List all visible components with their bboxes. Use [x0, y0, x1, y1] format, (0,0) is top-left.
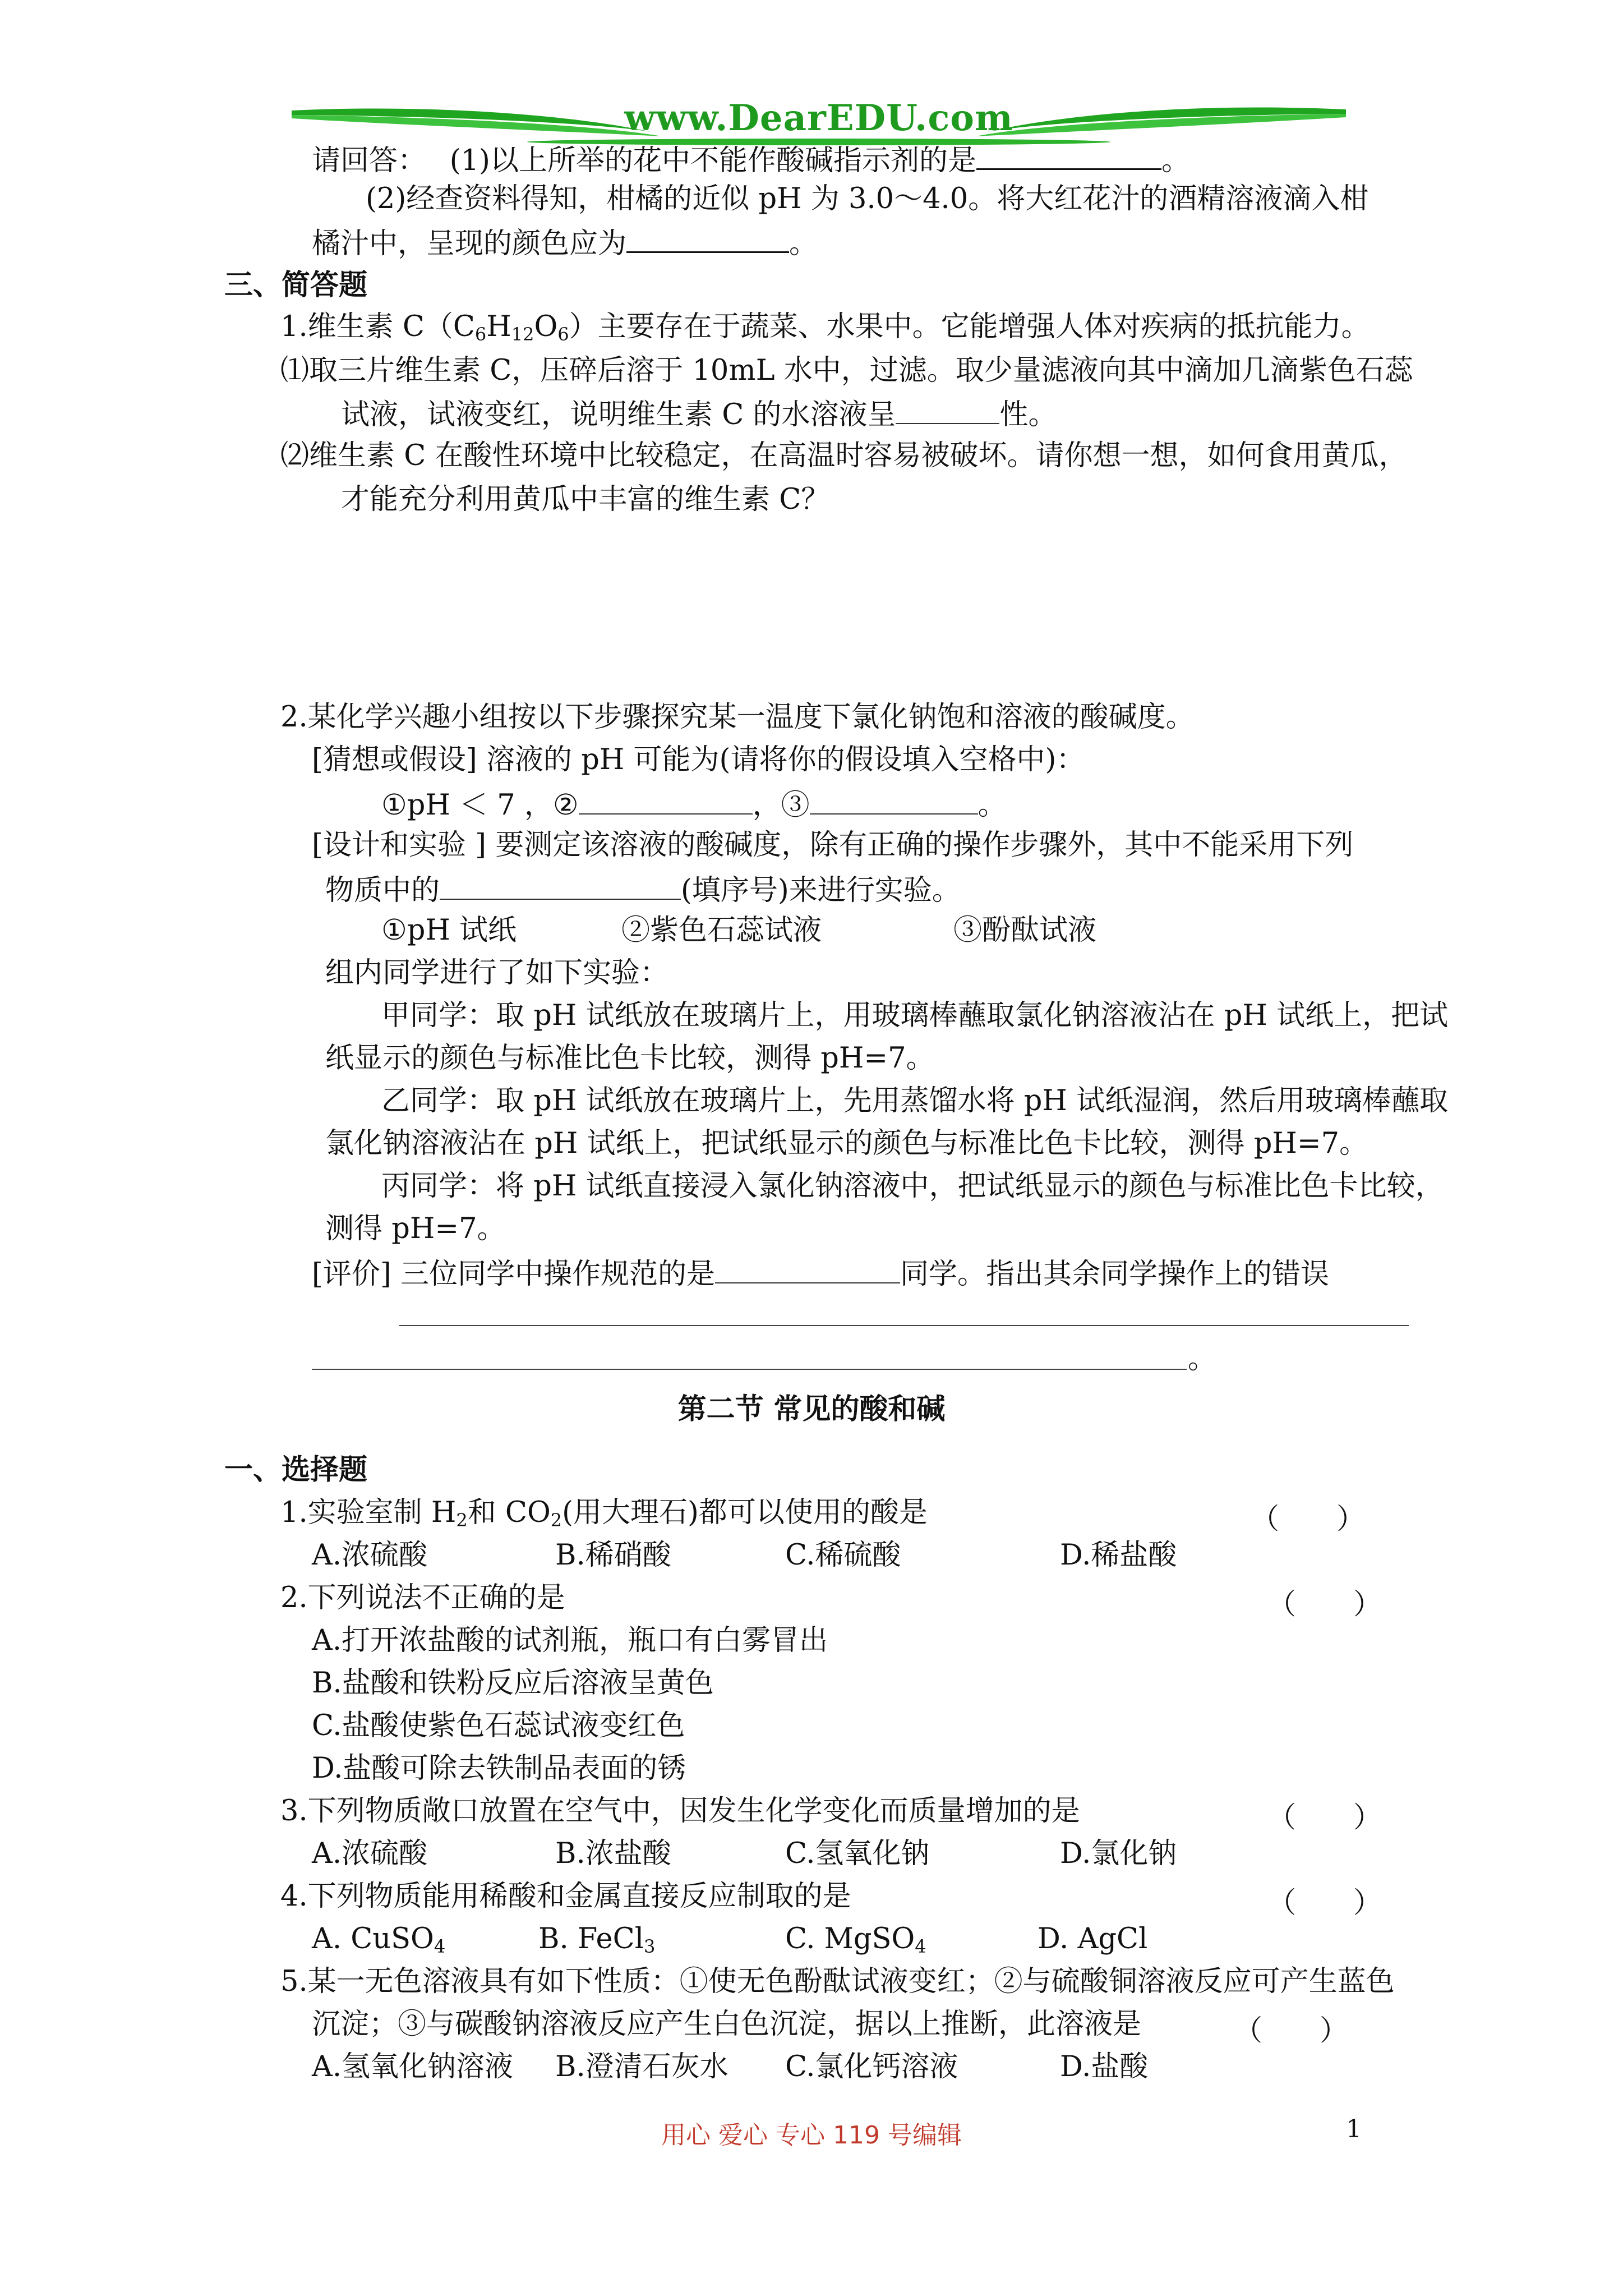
mc-q5-option-d: D.盐酸 [1060, 2050, 1149, 2083]
blank [715, 1254, 900, 1283]
text: ①pH ＜ 7 ，② [381, 789, 579, 822]
mc-q1-option-b: B.稀硝酸 [555, 1539, 671, 1572]
sub: 6 [557, 324, 569, 345]
text: 橘汁中，呈现的颜色应为 [312, 227, 627, 260]
hypothesis-options [381, 785, 1007, 823]
answer-line-3 [312, 223, 818, 261]
answer-line-2: (2)经查资料得知，柑橘的近似 pH 为 3.0～4.0。将大红花汁的酒精溶液滴入柑 [366, 182, 1369, 215]
sub: 2 [550, 1510, 562, 1531]
answer-line-1 [312, 140, 1190, 178]
text: [评价] 三位同学中操作规范的是 [312, 1258, 716, 1291]
text: C. MgSO [785, 1922, 915, 1955]
mc-q3-option-d: D.氯化钠 [1060, 1837, 1177, 1870]
q3-2: 2.某化学兴趣小组按以下步骤探究某一温度下氯化钠饱和溶液的酸碱度。 [280, 701, 1195, 734]
answer-bracket: （ ） [1234, 2014, 1349, 2047]
blank [896, 395, 999, 424]
design-line1: [设计和实验 ] 要测定该溶液的酸碱度，除有正确的操作步骤外，其中不能采用下列 [312, 829, 1354, 862]
blank [579, 785, 753, 815]
mc-q5-line1: 5.某一无色溶液具有如下性质：①使无色酚酞试液变红；②与硫酸铜溶液反应可产生蓝色 [280, 1965, 1395, 1998]
sub: 3 [644, 1936, 656, 1957]
mc-q5-option-c: C.氯化钙溶液 [785, 2050, 958, 2083]
evaluation-line [312, 1254, 1329, 1292]
mc-q4-option-d [1038, 1922, 1147, 1957]
jia-line2: 纸显示的颜色与标准比色卡比较，测得 pH=7。 [325, 1042, 935, 1075]
answer-rule-2 [312, 1369, 1187, 1370]
page-number: 1 [1346, 2115, 1362, 2143]
q3-1a-line2 [341, 395, 1057, 432]
mc-q5-option-a: A.氢氧化钠溶液 [312, 2050, 514, 2083]
footer-text: 用心 爱心 专心 119 号编辑 [661, 2121, 962, 2150]
mc-q4-option-a [312, 1922, 445, 1957]
text: D. AgCl [1038, 1922, 1148, 1955]
blank [976, 140, 1161, 170]
mc-q3: 3.下列物质敞口放置在空气中，因发生化学变化而质量增加的是 [280, 1795, 1080, 1828]
design-option-1: ①pH 试纸 [381, 914, 517, 947]
text: 1.维生素 C（C [280, 310, 475, 343]
section-title-choice: 一、选择题 [224, 1453, 368, 1487]
text: A. CuSO [312, 1922, 434, 1955]
q3-1 [280, 310, 1370, 344]
q3-1b-line1: ⑵维生素 C 在酸性环境中比较稳定，在高温时容易被破坏。请你想一想，如何食用黄瓜， [280, 439, 1408, 472]
design-option-2: ②紫色石蕊试液 [621, 914, 822, 947]
mc-q2-option-d: D.盐酸可除去铁制品表面的锈 [312, 1752, 686, 1785]
sub: 2 [456, 1510, 468, 1531]
mc-q3-option-c: C.氢氧化钠 [785, 1837, 930, 1870]
answer-rule-1 [399, 1325, 1409, 1326]
mc-q2-option-a: A.打开浓盐酸的试剂瓶，瓶口有白雾冒出 [312, 1624, 828, 1657]
mc-q1-option-d: D.稀盐酸 [1060, 1539, 1177, 1572]
hypothesis: [猜想或假设] 溶液的 pH 可能为(请将你的假设填入空格中)： [312, 743, 1085, 776]
blank [626, 223, 789, 253]
text: 同学。指出其余同学操作上的错误 [900, 1258, 1330, 1291]
section-title-3: 三、简答题 [224, 269, 368, 302]
yi-line1: 乙同学：取 pH 试纸放在玻璃片上，先用蒸馏水将 pH 试纸湿润，然后用玻璃棒蘸取 [381, 1084, 1449, 1117]
answer-bracket: （ ） [1267, 1588, 1382, 1621]
answer-bracket: （ ） [1267, 1887, 1382, 1920]
design-line2 [325, 871, 961, 908]
design-option-3: ③酚酞试液 [953, 914, 1097, 947]
answer-bracket: （ ） [1267, 1801, 1382, 1834]
header-url: www.DearEDU.com [624, 97, 1013, 139]
text: (填序号)来进行实验。 [681, 874, 961, 907]
sub: 6 [474, 324, 487, 345]
mc-q1-option-a: A.浓硫酸 [312, 1539, 428, 1572]
sub: 4 [915, 1936, 926, 1957]
text: 。 [789, 227, 818, 260]
blank [440, 871, 681, 900]
mc-q5-option-b: B.澄清石灰水 [555, 2050, 728, 2083]
section-heading: 第二节 常见的酸和碱 [677, 1393, 946, 1426]
evaluation-end: 。 [1188, 1342, 1217, 1375]
text: 和 CO [467, 1496, 551, 1529]
jia-line1: 甲同学：取 pH 试纸放在玻璃片上，用玻璃棒蘸取氯化钠溶液沾在 pH 试纸上，把试 [381, 999, 1449, 1032]
q3-1b-line2: 才能充分利用黄瓜中丰富的维生素 C？ [341, 483, 830, 516]
mc-q2-option-b: B.盐酸和铁粉反应后溶液呈黄色 [312, 1667, 714, 1700]
mc-q1 [280, 1496, 928, 1530]
sub: 4 [434, 1936, 446, 1957]
sub: 12 [511, 324, 534, 345]
text: B. FeCl [538, 1922, 644, 1955]
mc-q4-option-b [538, 1922, 655, 1957]
mc-q3-option-a: A.浓硫酸 [312, 1837, 428, 1870]
yi-line2: 氯化钠溶液沾在 pH 试纸上，把试纸显示的颜色与标准比色卡比较，测得 pH=7。 [325, 1127, 1368, 1160]
mc-q4-option-c [785, 1922, 926, 1957]
text: ，③ [752, 789, 810, 822]
answer-bracket: （ ） [1251, 1503, 1366, 1536]
text: 。 [978, 789, 1007, 822]
bing-line1: 丙同学：将 pH 试纸直接浸入氯化钠溶液中，把试纸显示的颜色与标准比色卡比较， [381, 1170, 1444, 1203]
mc-q3-option-b: B.浓盐酸 [555, 1837, 671, 1870]
text: ）主要存在于蔬菜、水果中。它能增强人体对疾病的抵抗能力。 [569, 310, 1370, 343]
group-intro: 组内同学进行了如下实验： [325, 956, 669, 990]
text: 请回答： (1)以上所举的花中不能作酸碱指示剂的是 [312, 144, 976, 177]
text: O [534, 310, 558, 343]
mc-q4: 4.下列物质能用稀酸和金属直接反应制取的是 [280, 1880, 851, 1913]
mc-q2: 2.下列说法不正确的是 [280, 1581, 565, 1614]
q3-1a-line1: ⑴取三片维生素 C，压碎后溶于 10mL 水中，过滤。取少量滤液向其中滴加几滴紫色石蕊 [280, 354, 1413, 387]
bing-line2: 测得 pH=7。 [325, 1212, 506, 1245]
mc-q2-option-c: C.盐酸使紫色石蕊试液变红色 [312, 1709, 685, 1742]
mc-q1-option-c: C.稀硫酸 [785, 1539, 901, 1572]
mc-q5-line2: 沉淀；③与碳酸钠溶液反应产生白色沉淀，据以上推断，此溶液是 [312, 2008, 1142, 2041]
text: 。 [1161, 144, 1190, 177]
text: 性。 [999, 398, 1057, 431]
text: (用大理石)都可以使用的酸是 [562, 1496, 928, 1529]
text: 物质中的 [325, 874, 440, 907]
text: 1.实验室制 H [280, 1496, 457, 1529]
text: 试液，试液变红，说明维生素 C 的水溶液呈 [341, 398, 896, 431]
blank [810, 785, 978, 815]
text: H [486, 310, 511, 343]
